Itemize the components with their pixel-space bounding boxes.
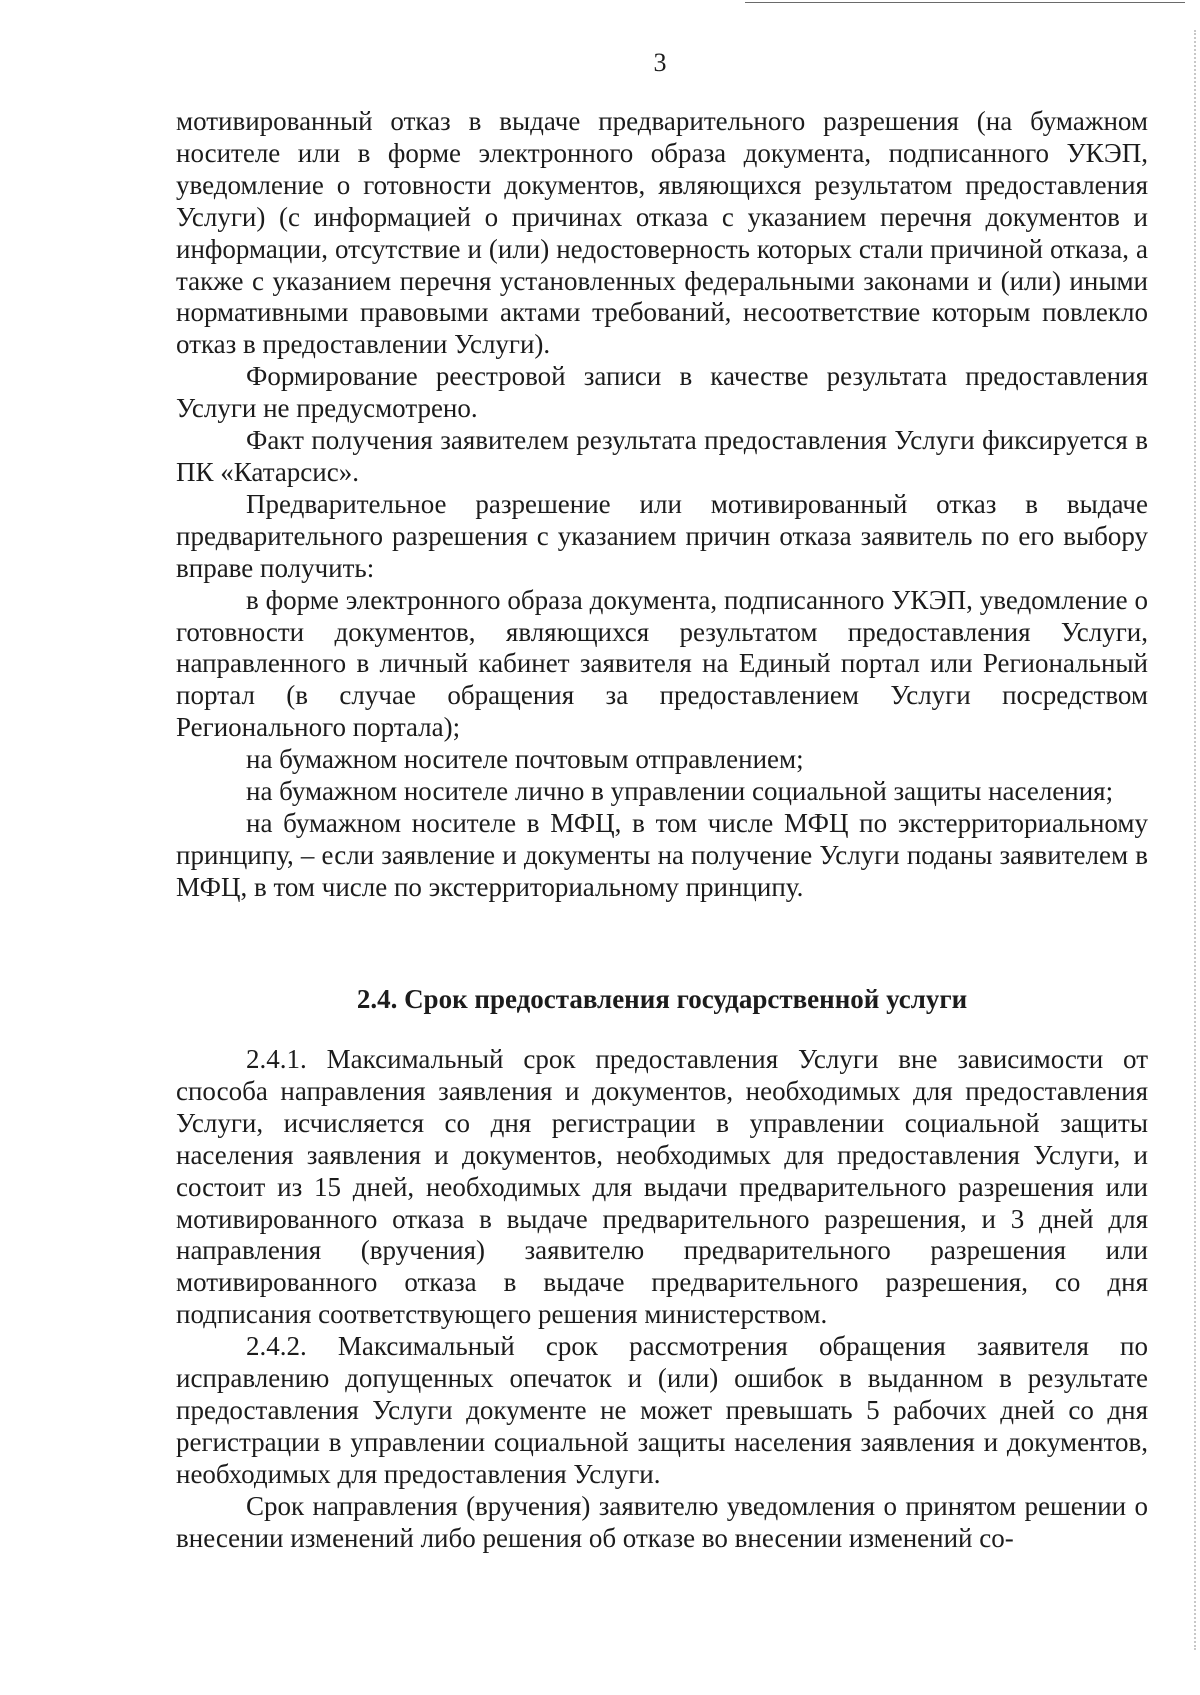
paragraph: мотивированный отказ в выдаче предварительного разрешения (на бумажном носителе или в форме электронного образа документа, подписанного УКЭП, уведомление о готовности документов, являющихся результатом предоставления Услуги) (с информацией о причинах отказа с указанием перечня документов и информации, отсутствие и (или) недостоверность которых стали причиной отказа, а также с указанием перечня установленных федеральными законами и (или) иными нормативными правовыми актами требований, несоответствие которым повлекло отказ в предоставлении Услуги). (176, 106, 1148, 360)
paragraph: 2.4.2. Максимальный срок рассмотрения обращения заявителя по исправлению допущенных опечаток и (или) ошибок в выданном в результате предоставления Услуги документе не может превышать 5 рабочих дней со дня регистрации в управлении социальной защиты населения заявления и документов, необходимых для предоставления Услуги. (176, 1331, 1148, 1489)
list-item: в форме электронного образа документа, подписанного УКЭП, уведомление о готовности документов, являющихся результатом предоставления Услуги, направленного в личный кабинет заявителя на Единый портал или Региональный портал (в случае обращения за предоставлением Услуги посредством Регионального портала); (176, 584, 1148, 743)
paragraph: Формирование реестровой записи в качестве результата предоставления Услуги не предусмотрено. (176, 361, 1148, 424)
paragraph: Предварительное разрешение или мотивированный отказ в выдаче предварительного разрешения с указанием причин отказа заявитель по его выбору вправе получить: (176, 488, 1148, 583)
text-block-service-term (176, 1044, 1148, 1555)
list-item: на бумажном носителе почтовым отправлением; (246, 744, 804, 775)
paragraph: Факт получения заявителем результата предоставления Услуги фиксируется в ПК «Катарсис». (176, 425, 1148, 487)
paragraph: Срок направления (вручения) заявителю уведомления о принятом решении о внесении изменений либо решения об отказе во внесении изменений со- (176, 1490, 1148, 1553)
text-block-result-delivery (176, 106, 1148, 904)
page-number: 3 (653, 48, 667, 77)
scan-edge-line (745, 2, 1185, 3)
list-item: на бумажном носителе лично в управлении социальной защиты населения; (246, 776, 1114, 807)
scan-margin-dots (1194, 30, 1196, 1650)
paragraph: 2.4.1. Максимальный срок предоставления Услуги вне зависимости от способа направления заявления и документов, необходимых для предоставления Услуги, исчисляется со дня регистрации в управлении социальной защиты населения заявления и документов, необходимых для предоставления Услуги, и состоит из 15 дней, необходимых для выдачи предварительного разрешения или мотивированного отказа в выдаче предварительного разрешения, и 3 дней для направления (вручения) заявителю предварительного разрешения или мотивированного отказа в выдаче предварительного разрешения, со дня подписания соответствующего решения министерством. (176, 1044, 1148, 1330)
list-item: на бумажном носителе в МФЦ, в том числе МФЦ по экстерриториальному принципу, – если заявление и документы на получение Услуги поданы заявителем в МФЦ, в том числе по экстерриториальному принципу. (176, 807, 1148, 902)
section-heading: 2.4. Срок предоставления государственной услуги (356, 984, 968, 1014)
